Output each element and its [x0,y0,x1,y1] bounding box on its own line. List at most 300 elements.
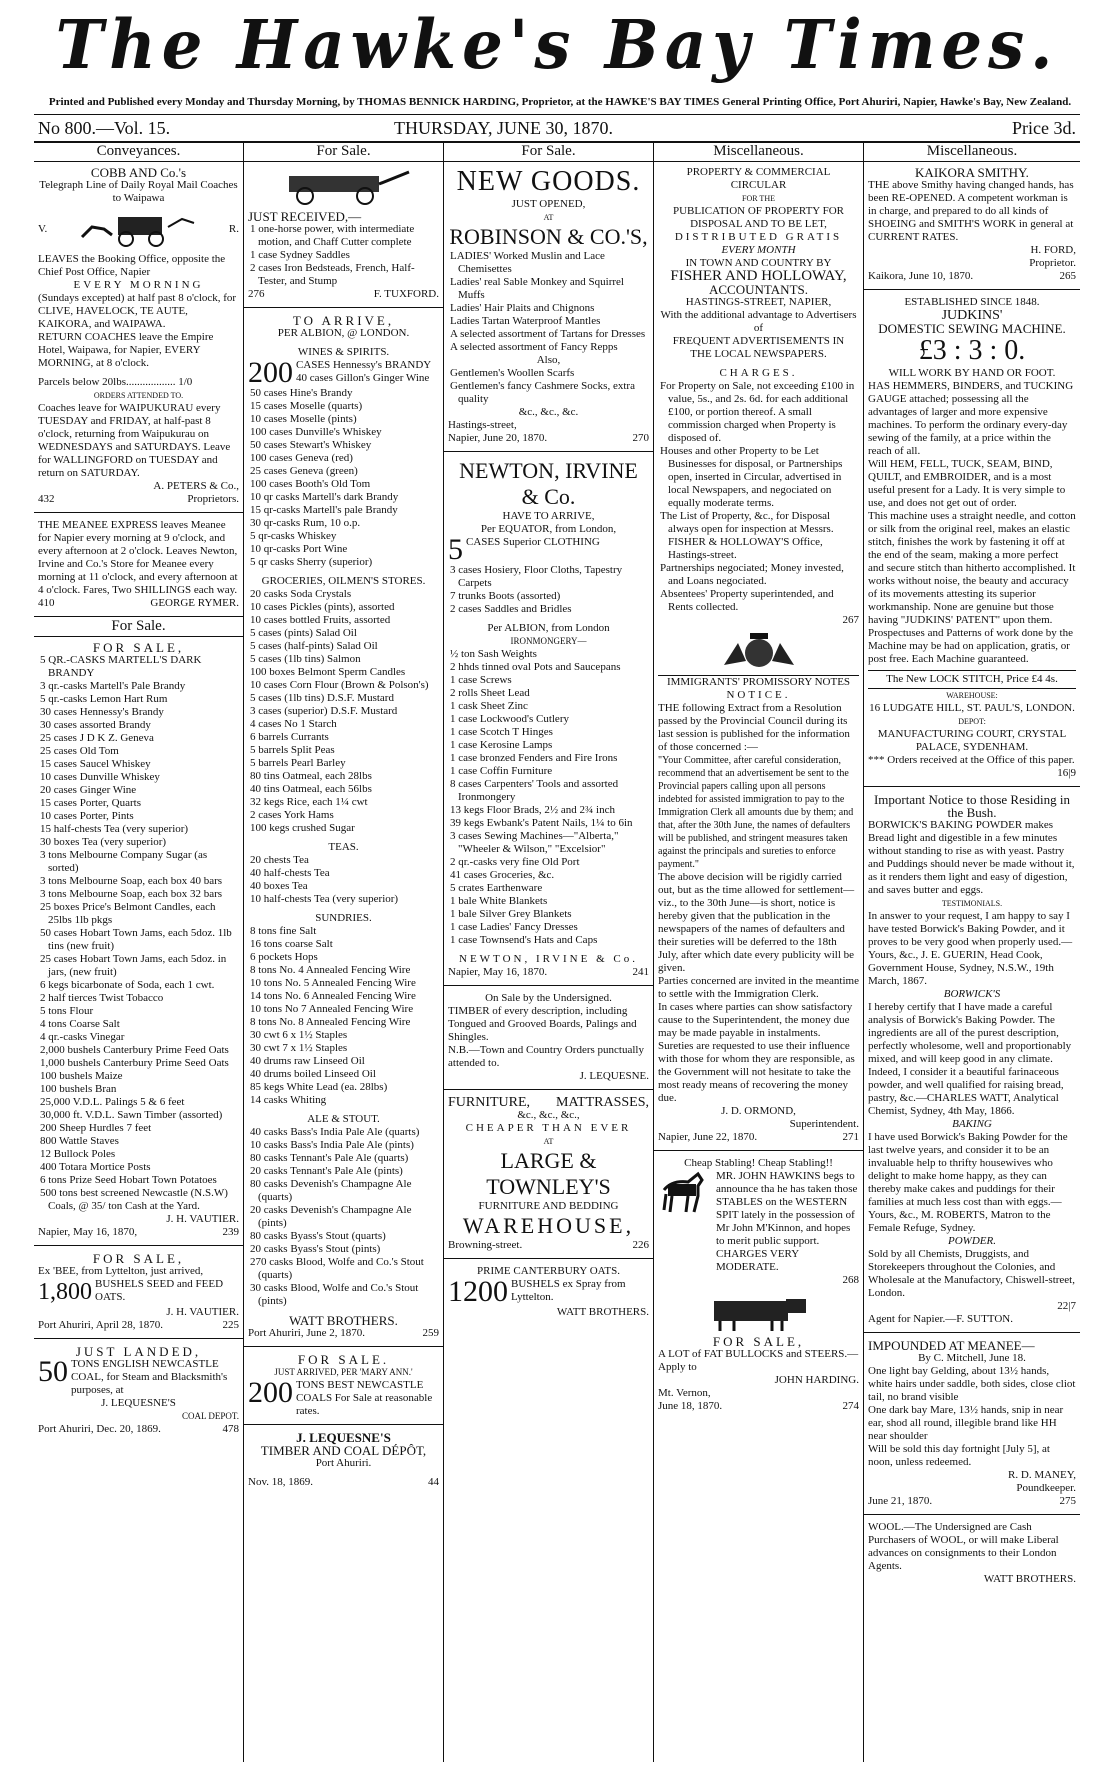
list-item: 1 case Kerosine Lamps [450,739,553,751]
ad-title: PROPERTY & COMMERCIAL CIRCULAR [686,166,831,191]
list-item: 30 cases assorted Brandy [40,719,151,731]
ad-title: Important Notice to those Residing in the Bush. [873,792,1071,820]
list-item: 2 hhds tinned oval Pots and Saucepans [450,661,621,673]
list-item: 50 cases Hobart Town Jams, each 5doz. 1lb tins (new fruit) [40,927,232,952]
goods-list [34,654,243,1213]
newspaper-title: The Hawke's Bay Times. [55,6,1059,85]
list-item: 80 casks Devenish's Champagne Ale (quarts) [250,1178,412,1203]
list-item: 8 tons fine Salt [250,925,317,937]
section-heading: BAKING [952,1118,992,1130]
ad-body: The above decision will be rigidly carried out, but as the time allowed for settlement—viz., to the 30th June—is short, notice is hereby given that the publication in the newspapers of the names of defaulters and their sureties will be deferred to the 18th July, after which date every publicity will be given. [658,871,855,974]
list-item: 3 tons Melbourne Company Sugar (as sorted) [40,849,208,874]
list-item: 10 cases Corn Flour (Brown & Polson's) [250,679,429,691]
ad-body: Prospectuses and Patterns of work done by the Machine may be had on application, gratis, or post free. Each Machine guaranteed. [868,627,1073,665]
list-item: 20 casks Devenish's Champagne Ale (pints) [250,1204,412,1229]
price-figure: £3 : 3 : 0. [918,335,1026,366]
section-heading: SUNDRIES. [315,912,372,924]
list-item: 2 qr.-casks very fine Old Port [450,856,580,868]
list-item: 10 cases Moselle (pints) [250,413,357,425]
ad-title: FOR SALE, [712,1334,805,1349]
ad-body: (Sundays excepted) at half past 8 o'clock, for CLIVE, HAVELOCK, TE AUTE, KAIKORA, and WAIPAWA. [38,292,237,330]
ad-body: CASES Superior CLOTHING [466,536,600,548]
issue-price: Price 3d. [1012,118,1076,138]
royal-crest-icon [704,631,814,671]
ad-emphasis: DISTRIBUTED GRATIS [674,231,843,243]
columns [34,142,1080,1762]
section-heading: TEAS. [328,841,359,853]
list-item: Houses and other Property to be Let Businesses for disposal, or Partnerships open, inserted in Circular, advertised in local Newspapers, and negociated on equally moderate terms. [660,445,843,509]
ad-body: This machine uses a straight needle, and cotton or silk from the original reel, makes an elastic stitch, finishes the work by fastening it off at the end of the seam, making a more perfect and secure stitch than hitherto accomplished. It works without noise, the beauty and accuracy of its movements attesting its superior workmanship. None are genuine but those having "JUDKINS' PATENT" upon them. [868,510,1076,626]
ad-signature: J. H. VAUTIER. [166,1306,239,1318]
ad-body: BUSHELS SEED and FEED OATS. [95,1278,224,1303]
ad-body: One light bay Gelding, about 13½ hands, white hairs under saddle, both sides, close cliot tail, no brand visible [868,1365,1076,1403]
list-item: 85 kegs White Lead (ea. 28lbs) [250,1081,388,1093]
ad-signature: H. FORD, [1030,244,1076,256]
list-item: 20 casks Byass's Stout (pints) [250,1243,381,1255]
bullock-illustration-icon [694,1291,824,1331]
list-item: 3 qr.-casks Martell's Pale Brandy [40,680,186,692]
section-heading: ALE & STOUT. [307,1113,380,1125]
ad-title: Cheap Stabling! Cheap Stabling!! [684,1157,833,1169]
ad-number: 276 [248,288,265,300]
ad-signature: NEWTON, IRVINE & Co. [459,953,638,965]
list-item: 5 QR.-CASKS MARTELL'S DARK BRANDY [40,654,202,679]
list-item: 5 cases (half-pints) Salad Oil [250,640,378,652]
ad-signature: WATT BROTHERS. [556,1306,649,1318]
ad-number: 22|7 [1057,1300,1076,1312]
list-item: 5 cases (1lb tins) Salmon [250,653,361,665]
ad-body: Parcels below 20lbs.................. 1/0 [38,376,193,388]
ad-number: 271 [842,1131,859,1143]
goods-list [244,1126,443,1308]
ad-title: WAREHOUSE, [462,1213,635,1238]
list-item: 41 cases Groceries, &c. [450,869,555,881]
list-item: 3 cases Sewing Machines—"Alberta," "Wheeler & Wilson," "Excelsior" [450,830,619,855]
list-item: 1 case Screws [450,674,512,686]
ad-signature-role: Proprietors. [187,493,239,505]
goods-list [244,223,443,288]
list-item: 5 qr.-casks Lemon Hart Rum [40,693,168,705]
goods-list [244,854,443,906]
ad-title: PRIME CANTERBURY OATS. [477,1265,620,1277]
list-item: 1 case Townsend's Hats and Caps [450,934,598,946]
list-item: Absentees' Property superintended, and Rents collected. [660,588,834,613]
ad-body: BORWICK'S BAKING POWDER makes Bread light and digestible in a few minutes without standing to rise as with yeast. Pastry and Puddings should never be made without it, as it renders them light and easy of digestion, and saves butter and eggs. [868,819,1075,896]
dateline [34,114,1080,143]
column-conveyances [34,142,244,1762]
ad-subtitle: Telegraph Line of Daily Royal Mail Coaches to Waipawa [39,179,238,204]
list-item: 16 tons coarse Salt [250,938,333,950]
ad-title: On Sale by the Undersigned. [485,992,612,1004]
section-heading: GROCERIES, OILMEN'S STORES. [261,575,426,587]
list-item: 10 cases bottled Fruits, assorted [250,614,391,626]
ad-note: DEPOT: [958,717,986,726]
list-item: 30 casks Blood, Wolfe and Co.'s Stout (pints) [250,1282,419,1307]
goods-list [444,564,653,616]
ad-title: MATTRASSES, [556,1095,649,1110]
ad-title: JUST LANDED, [75,1344,202,1359]
section-heading: TESTIMONIALS. [941,899,1003,908]
quantity-figure: 50 [38,1355,68,1388]
list-item: 6 pockets Hops [250,951,318,963]
list-item: 1,000 bushels Canterbury Prime Seed Oats [40,1057,229,1069]
list-item: 1 case bronzed Fenders and Fire Irons [450,752,618,764]
ad-signature: J. LEQUESNE. [579,1070,649,1082]
list-item: 20 casks Soda Crystals [250,588,352,600]
ad-note: Also, [536,354,561,366]
machinery-illustration-icon [269,166,419,206]
column-miscellaneous-2 [864,142,1080,1762]
list-item: 5 qr-casks Whiskey [250,530,337,542]
list-item: 5 barrels Pearl Barley [250,757,346,769]
ad-date: Napier, May 16, 1870. [448,966,548,978]
list-item: 500 tons best screened Newcastle (N.S.W) Coals, @ 35/ ton Cash at the Yard. [40,1187,228,1212]
list-item: 30,000 ft. V.D.L. Sawn Timber (assorted) [40,1109,223,1121]
ad-body: Will HEM, FELL, TUCK, SEAM, BIND, QUILT, and EMBROIDER, and is a most useful present for a Lady. It is very simple to use, and does not get out of order. [868,458,1066,509]
column-heading: Conveyances. [34,142,243,162]
list-item: 40 half-chests Tea [250,867,330,879]
list-item: 1 bale White Blankets [450,895,548,907]
list-item: 1 case Sydney Saddles [250,249,350,261]
ad-emphasis: EVERY MORNING [73,279,204,291]
ad-number: 259 [422,1327,439,1339]
list-item: 15 half-chests Tea (very superior) [40,823,189,835]
ad-title: FOR SALE. [297,1352,390,1367]
list-item: 100 cases Dunville's Whiskey [250,426,382,438]
list-item: ½ ton Sash Weights [450,648,537,660]
ad-body: Will be sold this day fortnight [July 5], at noon, unless redeemed. [868,1443,1050,1468]
list-item: 8 tons No. 4 Annealed Fencing Wire [250,964,411,976]
list-item: 25 boxes Price's Belmont Candles, each 25lbs 1lb pkgs [40,901,216,926]
list-item: 6 barrels Currants [250,731,329,743]
list-item: 100 cases Geneva (red) [250,452,353,464]
list-item: 100 boxes Belmont Sperm Candles [250,666,406,678]
ad-note: ESTABLISHED SINCE 1848. [904,296,1040,308]
ad-number: 275 [1059,1495,1076,1507]
ad-body: RETURN COACHES leave the Empire Hotel, Waipawa, for Napier, EVERY MORNING, at 8 o'clock. [38,331,214,369]
list-item: 10 qr casks Martell's dark Brandy [250,491,399,503]
list-item: 1 bale Silver Grey Blankets [450,908,572,920]
ad-place: MANUFACTURING COURT, CRYSTAL PALACE, SYDENHAM. [877,728,1067,753]
list-item: 50 cases Hine's Brandy [250,387,353,399]
ad-date: Napier, May 16, 1870, [38,1226,138,1238]
list-item: Ladies' Hair Plaits and Chignons [450,302,595,314]
ad-body: A LOT of FAT BULLOCKS and STEERS.—Apply to [658,1348,859,1373]
column-heading: For Sale. [34,616,243,637]
list-item: 80 casks Tennant's Pale Ale (quarts) [250,1152,409,1164]
ad-signature: R. D. MANEY, [1008,1469,1076,1481]
ad-signature: WATT BROTHERS. [983,1573,1076,1585]
ad-body: WOOL.—The Undersigned are Cash Purchasers of WOOL, or will make Liberal advances on consignments to their London Agents. [868,1521,1059,1572]
list-item: The List of Property, &c., for Disposal always open for inspection at Messrs. FISHER & HOLLOWAY'S Office, Hastings-street. [660,510,834,561]
list-item: 13 kegs Floor Brads, 2½ and 2¾ inch [450,804,615,816]
ad-note: &c., &c., &c. [518,406,579,418]
list-item: 15 cases Moselle (quarts) [250,400,363,412]
list-item: 1 cask Sheet Zinc [450,700,528,712]
ad-note: AT [543,1137,554,1146]
ad-number: 432 [38,493,55,505]
list-item: 20 chests Tea [250,854,309,866]
quantity-figure: 1,800 [38,1279,92,1305]
list-item: 25 cases Old Tom [40,745,119,757]
list-item: 5 crates Earthenware [450,882,543,894]
list-item: 40 drums raw Linseed Oil [250,1055,365,1067]
ad-firm: NEWTON, IRVINE & Co. [459,458,638,509]
list-item: 30 boxes Tea (very superior) [40,836,167,848]
ad-note: WAREHOUSE: [946,691,998,700]
ad-subtitle: TIMBER AND COAL DÉPÔT, [260,1443,427,1458]
ad-emphasis: The New LOCK STITCH, Price £4 4s. [868,670,1076,689]
section-heading: CHARGES. [719,367,798,379]
list-item: 5 qr casks Sherry (superior) [250,556,373,568]
quantity-figure: 1200 [448,1275,508,1308]
ad-signature: J. H. VAUTIER. [166,1213,239,1225]
list-item: 100 bushels Bran [40,1083,117,1095]
ad-title: IMMIGRANTS' PROMISSORY NOTES [658,675,859,689]
goods-list [444,648,653,947]
list-item: Gentlemen's Woollen Scarfs [450,367,575,379]
list-item: 10 cases Pickles (pints), assorted [250,601,395,613]
ad-title: IMPOUNDED AT MEANEE— [868,1338,1035,1353]
ad-body: *** Orders received at the Office of this paper. [868,754,1075,766]
ad-subtitle: ACCOUNTANTS. [709,282,808,297]
ad-number: 478 [222,1423,239,1435]
list-item: 80 tins Oatmeal, each 28lbs [250,770,372,782]
list-item: 2 cases Saddles and Bridles [450,603,572,615]
ad-date: Port Ahuriri, April 28, 1870. [38,1319,163,1331]
list-item: 2 cases Iron Bedsteads, French, Half-Tester, and Stump [250,262,415,287]
ad-body: THE LOCAL NEWSPAPERS. [690,348,827,360]
ad-date: Kaikora, June 10, 1870. [868,270,974,282]
ad-signature-role: Superintendent. [789,1118,859,1130]
ad-signature: GEORGE RYMER. [150,597,239,609]
ad-body: With the additional advantage to Advertisers of [660,309,857,334]
ad-body: PUBLICATION OF PROPERTY FOR DISPOSAL AND TO BE LET, [673,205,844,230]
ad-date: Port Ahuriri, Dec. 20, 1869. [38,1423,161,1435]
ad-title: FOR SALE, [92,1251,185,1266]
list-item: 20 casks Tennant's Pale Ale (pints) [250,1165,403,1177]
ad-body: Coaches leave for WAIPUKURAU every TUESDAY and FRIDAY, at half-past 8 o'clock, returning from Waipukurau on WEDNESDAYS and SATURDAYS. Leave for WALLINGFORD on TUESDAY and return on SATURDAY. [38,402,231,479]
list-item: 32 kegs Rice, each 1¼ cwt [250,796,368,808]
ad-signature: WATT BROTHERS. [289,1313,398,1328]
ad-body: CASES Hennessy's BRANDY 40 cases Gillon's Ginger Wine [296,359,431,384]
list-item: 3 cases (superior) D.S.F. Mustard [250,705,398,717]
coach-illustration-row [38,205,239,253]
list-item: Ladies Tartan Waterproof Mantles [450,315,601,327]
list-item: 10 cases Dunville Whiskey [40,771,160,783]
list-item: 100 cases Booth's Old Tom [250,478,371,490]
list-item: 4 tons Coarse Salt [40,1018,120,1030]
list-item: 400 Totara Mortice Posts [40,1161,151,1173]
ad-title: TO ARRIVE, [292,313,395,328]
list-item: 14 tons No. 6 Annealed Fencing Wire [250,990,416,1002]
column-for-sale-2 [444,142,654,1762]
ad-body: IN TOWN AND COUNTRY BY [685,257,832,269]
ad-body: TONS ENGLISH NEWCASTLE COAL, for Steam and Blacksmith's purposes, at [71,1358,228,1396]
list-item: 270 casks Blood, Wolfe and Co.'s Stout (quarts) [250,1256,424,1281]
column-for-sale [244,142,444,1762]
ad-subtitle: HAVE TO ARRIVE, [502,510,595,522]
ad-date: June 18, 1870. [658,1400,723,1412]
list-item: 12 Bullock Poles [40,1148,116,1160]
list-item: 25 cases Hobart Town Jams, each 5doz. in jars, (new fruit) [40,953,227,978]
ad-body: N.B.—Town and Country Orders punctually attended to. [448,1044,644,1069]
list-item: 80 casks Byass's Stout (quarts) [250,1230,386,1242]
ad-subtitle: Ex 'BEE, from Lyttelton, just arrived, [38,1265,204,1277]
ad-title: JUST RECEIVED,— [248,209,362,224]
list-item: 10 cases Porter, Pints [40,810,134,822]
list-item: 25 cases Geneva (green) [250,465,358,477]
list-item: 40 drums boiled Linseed Oil [250,1068,376,1080]
ad-body: THE following Extract from a Resolution passed by the Provincial Council during its last session is published for the information of those concerned :— [658,702,850,753]
column-heading: Miscellaneous. [864,142,1080,162]
ad-note: AT [543,213,554,222]
list-item: 40 boxes Tea [250,880,308,892]
list-item: LADIES' Worked Muslin and Lace Chemisettes [450,250,605,275]
list-item: 8 tons No. 8 Annealed Fencing Wire [250,1016,411,1028]
quantity-figure: 200 [248,356,293,389]
ad-signature-role: COAL DEPOT. [182,1411,239,1421]
list-item: 25,000 V.D.L. Palings 5 & 6 feet [40,1096,185,1108]
ad-signature: J. D. ORMOND, [721,1105,796,1117]
ad-place: HASTINGS-STREET, NAPIER, [685,296,832,308]
ad-date: Port Ahuriri, June 2, 1870. [248,1327,366,1339]
list-item: 7 trunks Boots (assorted) [450,590,561,602]
list-item: 800 Wattle Staves [40,1135,119,1147]
ad-signature-role: Proprietor. [1029,257,1076,269]
list-item: 6 tons Prize Seed Hobart Town Potatoes [40,1174,217,1186]
ad-subtitle: NOTICE. [726,689,791,701]
list-item: 50 cases Stewart's Whiskey [250,439,372,451]
list-item: 2 half tierces Twist Tobacco [40,992,164,1004]
ad-subtitle: JUST OPENED, [511,198,586,210]
list-item: 1 case Ladies' Fancy Dresses [450,921,578,933]
ad-number: 267 [842,614,859,626]
ad-date: Napier, June 20, 1870. [448,432,548,444]
ad-date: Napier, June 22, 1870. [658,1131,758,1143]
list-item: 15 qr-casks Martell's pale Brandy [250,504,398,516]
goods-list [244,387,443,569]
ad-title: KAIKORA SMITHY. [915,165,1029,180]
list-item: 100 bushels Maize [40,1070,123,1082]
list-item: 2 cases York Hams [250,809,334,821]
charges-list [654,380,863,614]
column-heading: Miscellaneous. [654,142,863,162]
ad-body: HAS HEMMERS, BINDERS, and TUCKING GAUGE attached; possessing all the advantages of larger and more expensive machines. To perform the ordinary every-day sewing of the family, at a price within the reach of all. [868,380,1074,457]
list-item: 40 casks Bass's India Pale Ale (quarts) [250,1126,420,1138]
coach-icon [78,209,198,249]
list-item: 8 cases Carpenters' Tools and assorted Ironmongery [450,778,619,803]
ad-emphasis: WILL WORK BY HAND OR FOOT. [888,367,1056,379]
list-item: For Property on Sale, not exceeding £100 in value, 5s., and 2s. 6d. for each additional £100, or portion thereof. A small commission charged when Property is disposed of. [660,380,855,444]
ad-body: Sold by all Chemists, Druggists, and Storekeepers throughout the Colonies, and Wholesale at the Manufactory, Chiswell-street, London. [868,1248,1075,1299]
list-item: A selected assortment of Fancy Repps [450,341,618,353]
ad-note: ORDERS ATTENDED TO. [93,391,184,400]
ad-firm: ROBINSON & CO.'S, [449,224,648,249]
ad-note: FOR THE [742,194,775,203]
ad-signature-role: Poundkeeper. [1016,1482,1076,1494]
section-heading: POWDER. [948,1235,996,1247]
ad-number: 265 [1059,270,1076,282]
ad-body: THE MEANEE EXPRESS leaves Meanee for Napier every morning at 9 o'clock, and every afternoon at 2 o'clock. Leaves Newton, Irvine and Co.'s Store for Meanee every morning at 11 o'clock, and every afternoon at 4 o'clock. Fares, Two SHILLINGS each way. [38,519,238,596]
list-item: 1 case Lockwood's Cutlery [450,713,569,725]
ad-title: JUDKINS' [941,308,1003,323]
ad-number: 268 [842,1274,859,1286]
ad-firm: FISHER AND HOLLOWAY, [670,268,847,284]
ad-subtitle: By C. Mitchell, June 18. [918,1352,1026,1364]
ad-body: THE above Smithy having changed hands, has been RE-OPENED. A competent workman is in charge, and prepared to do all kinds of SHOEING and SMITH'S WORK in general at CURRENT RATES. [868,179,1074,243]
horse-icon [658,1170,712,1214]
column-miscellaneous [654,142,864,1762]
ad-number: 270 [632,432,649,444]
ad-place: Browning-street. [448,1239,523,1251]
list-item: 200 Sheep Hurdles 7 feet [40,1122,152,1134]
list-item: 40 tins Oatmeal, each 56lbs [250,783,372,795]
ad-body: One dark bay Mare, 13½ hands, snip in near ear, shod all round, illegible brand like HH near shoulder [868,1404,1064,1442]
list-item: 2 rolls Sheet Lead [450,687,530,699]
list-item: 3 cases Hosiery, Floor Cloths, Tapestry Carpets [450,564,623,589]
list-item: 10 qr-casks Port Wine [250,543,348,555]
ad-number: 16|9 [1057,767,1076,779]
list-item: 14 casks Whiting [250,1094,327,1106]
ad-title: FOR SALE, [92,640,185,655]
masthead [0,0,1114,96]
list-item: 1 case Coffin Furniture [450,765,553,777]
ad-number: 241 [632,966,649,978]
ad-title: FURNITURE, [448,1095,531,1110]
v-mark: V. [38,222,48,235]
list-item: 4 qr.-casks Vinegar [40,1031,125,1043]
list-item: 30 qr-casks Rum, 10 o.p. [250,517,361,529]
ad-place: 16 LUDGATE HILL, ST. PAUL'S, LONDON. [869,702,1075,714]
ad-date: June 21, 1870. [868,1495,933,1507]
imprint-line: Printed and Published every Monday and Thursday Morning, by THOMAS BENNICK HARDING, Proprietor, at the HAWKE'S BAY TIMES General Printing Office, Port Ahuriri, Napier, Hawke's Bay, New Zealand. [48,96,1072,108]
list-item: 30 cwt 6 x 1½ Staples [250,1029,348,1041]
column-heading: For Sale. [444,142,653,162]
issue-date: THURSDAY, JUNE 30, 1870. [394,118,614,138]
section-heading: IRONMONGERY— [510,636,587,646]
list-item: 20 cases Ginger Wine [40,784,137,796]
ad-body: BUSHELS ex Spray from Lyttelton. [511,1278,626,1303]
ad-signature: J. LEQUESNE'S [101,1397,176,1409]
ad-number: 225 [222,1319,239,1331]
list-item: Ladies' real Sable Monkey and Squirrel Muffs [450,276,624,301]
list-item: 1 case Scotch T Hinges [450,726,553,738]
quantity-figure: 5 [448,533,463,566]
ad-emphasis: EVERY MONTH [721,244,796,256]
ad-subtitle: FURNITURE AND BEDDING [478,1200,619,1212]
ad-body: In answer to your request, I am happy to say I have tested Borwick's Baking Powder, and it proves to be very good when properly used.—Yours, &c., J. E. GUERIN, Head Cook, Government House, Sydney, N.S.W., 19th March, 1867. [868,910,1073,987]
ad-subtitle: Per EQUATOR, from London, [480,523,617,535]
ad-place: Hastings-street, [448,419,517,431]
goods-list [244,588,443,835]
list-item: 3 tons Melbourne Soap, each box 40 bars [40,875,223,887]
ad-place: Port Ahuriri. [315,1457,372,1469]
ad-body: Sureties are requested to use their influence with those for whom they are responsible, as the Government will not hesitate to take the most ready means of recovering the money due. [658,1040,855,1104]
quantity-figure: 200 [248,1376,293,1409]
list-item: 6 kegs bicarbonate of Soda, each 1 cwt. [40,979,215,991]
ad-title: NEW GOODS. [456,166,641,197]
ad-number: 274 [842,1400,859,1412]
ad-body: TONS BEST NEWCASTLE COALS For Sale at reasonable rates. [296,1379,433,1417]
list-item: Gentlemen's fancy Cashmere Socks, extra quality [450,380,635,405]
goods-list [444,250,653,354]
ad-number: 410 [38,597,55,609]
list-item: 10 tons No. 5 Annealed Fencing Wire [250,977,416,989]
r-mark: R. [228,222,239,235]
goods-list [244,925,443,1107]
list-item: 1 one-horse power, with intermediate motion, and Chaff Cutter complete [250,223,415,248]
